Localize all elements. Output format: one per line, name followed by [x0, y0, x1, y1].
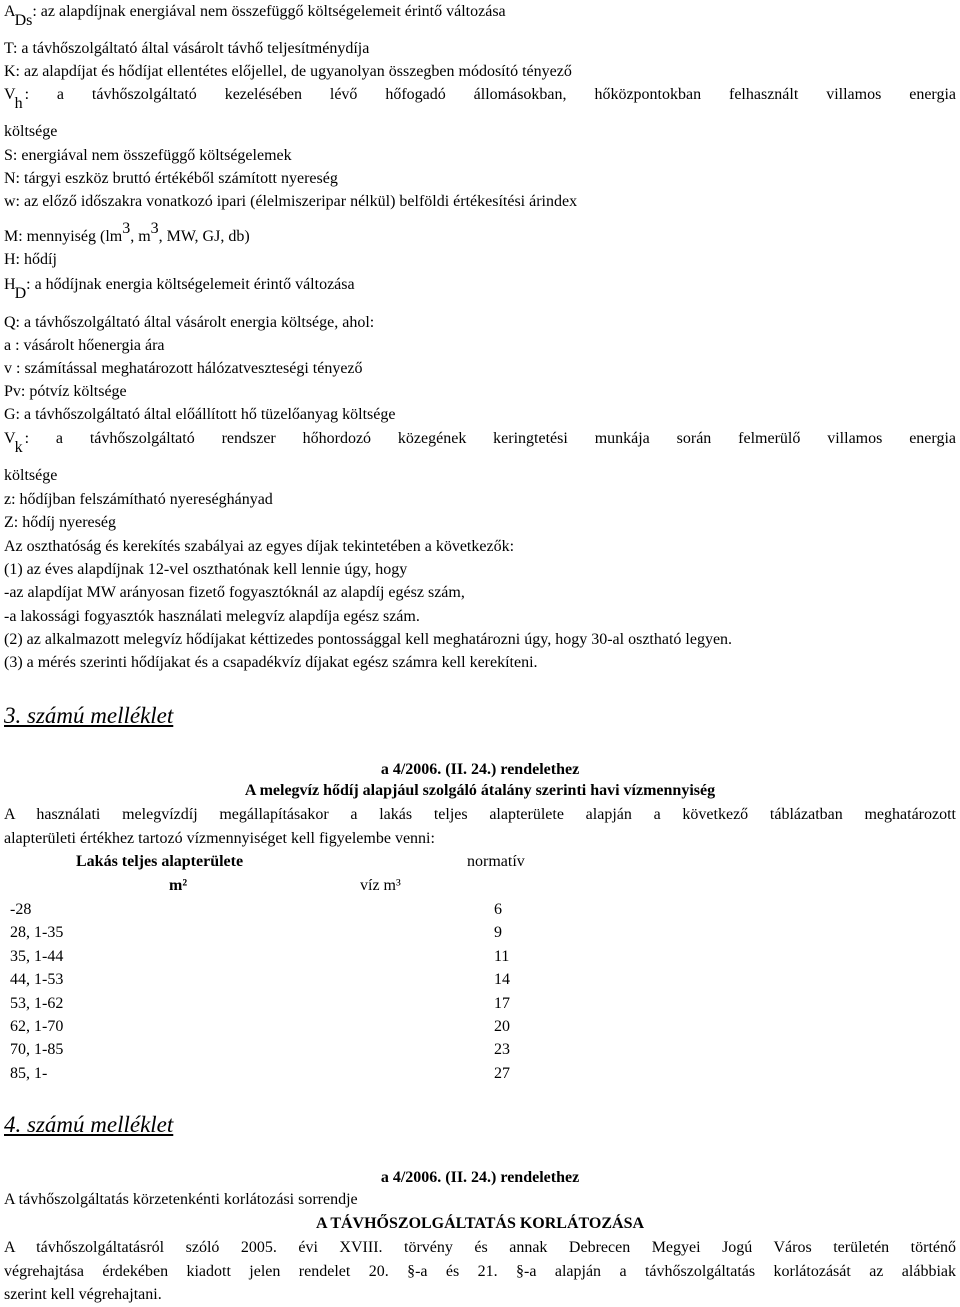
- table-unit-area: m²: [169, 877, 188, 894]
- definition-v-k: $V_k$ : a távhőszolgáltató rendszer hőhordozó közegének keringtetési munkája során felmerülő villamos energia: [4, 430, 956, 456]
- definition-h: H: hődíj: [4, 251, 57, 268]
- rule-1a: -az alapdíjat MW arányosan fizető fogyasztóknál az alapdíj egész szám,: [4, 584, 465, 601]
- table-row: [10, 1038, 534, 1061]
- table-cell-water: 17: [494, 994, 510, 1012]
- rule-1: (1) az éves alapdíjnak 12-vel oszthatónak kell lennie úgy, hogy: [4, 561, 408, 578]
- table-cell-area: 70, 1-85: [10, 1041, 64, 1059]
- table-cell-area: 35, 1-44: [10, 947, 64, 965]
- table-unit-water: víz m³: [360, 877, 401, 894]
- annex-3-subtitle: a 4/2006. (II. 24.) rendelethez: [380, 761, 580, 778]
- definition-v-k-cont: költsége: [4, 467, 58, 484]
- table-cell-area: 44, 1-53: [10, 971, 64, 989]
- definition-a: a : vásárolt hőenergia ára: [4, 337, 165, 354]
- definition-s: S: energiával nem összefüggő költségelemek: [4, 147, 292, 164]
- table-row: [10, 898, 534, 921]
- annex-4-paragraph-line3: szerint kell végrehajtani.: [4, 1286, 162, 1303]
- annex-4-paragraph-line2: végrehajtása érdekében kiadott jelen rendelet 20. §-a és 21. §-a alapján a távhőszolgáltatás korlátozását az alábbiak: [4, 1263, 956, 1280]
- rules-intro: Az oszthatóság és kerekítés szabályai az egyes díjak tekintetében a következők:: [4, 538, 515, 555]
- annex-4-title: A TÁVHŐSZOLGÁLTATÁS KORLÁTOZÁSA: [315, 1215, 645, 1232]
- annex-4-paragraph-line1: A távhőszolgáltatásról szóló 2005. évi XVIII. törvény és annak Debrecen Megyei Jogú Város területén történő: [4, 1239, 956, 1256]
- definition-m: M: mennyiség ($lm^3$, $m^3$, MW, GJ, db): [4, 220, 250, 245]
- table-row: [10, 921, 534, 944]
- definition-pv: Pv: pótvíz költsége: [4, 383, 127, 400]
- annex-3-paragraph-line1: A használati melegvízdíj megállapításakor a lakás teljes alapterülete alapján a következő táblázatban meghatározott: [4, 806, 956, 823]
- table-cell-area: 62, 1-70: [10, 1018, 64, 1036]
- definition-g: G: a távhőszolgáltató által előállított hő tüzelőanyag költsége: [4, 406, 396, 423]
- table-row: [10, 1015, 534, 1038]
- definition-z-small: z: hődíjban felszámítható nyereséghányad: [4, 491, 273, 508]
- table-header-area: Lakás teljes alapterülete: [76, 853, 244, 870]
- definition-q: Q: a távhőszolgáltató által vásárolt energia költsége, ahol:: [4, 314, 375, 331]
- table-cell-water: 14: [494, 971, 510, 989]
- definition-a-ds: $A_{Ds}$: az alapdíjnak energiával nem összefüggő költségelemeit érintő változása: [4, 3, 506, 29]
- table-cell-water: 27: [494, 1064, 510, 1082]
- annex-4-heading: 4. számú melléklet: [4, 1112, 174, 1137]
- annex-4-line1: A távhőszolgáltatás körzetenkénti korlátozási sorrendje: [4, 1191, 358, 1208]
- table-cell-area: 85, 1-: [10, 1064, 48, 1082]
- rule-2: (2) az alkalmazott melegvíz hődíjakat kéttizedes pontossággal kell meghatározni úgy, hogy 30-al osztható legyen.: [4, 631, 733, 648]
- table-cell-area: 53, 1-62: [10, 994, 64, 1012]
- definition-t: T: a távhőszolgáltató által vásárolt távhő teljesítménydíja: [4, 40, 370, 57]
- definition-k: K: az alapdíjat és hődíjat ellentétes előjellel, de ugyanolyan összegben módosító tényező: [4, 63, 572, 80]
- rule-1b: -a lakossági fogyasztók használati melegvíz alapdíja egész szám.: [4, 608, 420, 625]
- table-cell-area: 28, 1-35: [10, 924, 64, 942]
- table-row: [10, 1062, 534, 1085]
- definition-v-h-cont: költsége: [4, 123, 58, 140]
- table-row: [10, 968, 534, 991]
- definition-z-capital: Z: hődíj nyereség: [4, 514, 116, 531]
- table-row: [10, 992, 534, 1015]
- annex-3-title: A melegvíz hődíj alapjául szolgáló átalány szerinti havi vízmennyiség: [244, 782, 716, 799]
- table-cell-area: -28: [10, 901, 32, 918]
- definition-h-d: $H_D$: a hődíjnak energia költségelemeit érintő változása: [4, 276, 355, 302]
- definition-n: N: tárgyi eszköz bruttó értékéből számított nyereség: [4, 170, 338, 187]
- definition-v-h: $V_h$ : a távhőszolgáltató kezelésében lévő hőfogadó állomásokban, hőközpontokban felhasznált villamos energia: [4, 86, 956, 112]
- annex-3-heading: 3. számú melléklet: [4, 703, 174, 728]
- definition-w: w: az előző időszakra vonatkozó ipari (élelmiszeripar nélkül) belföldi értékesítési árindex: [4, 193, 578, 210]
- annex-3-paragraph-line2: alapterületi értékhez tartozó vízmennyiséget kell figyelembe venni:: [4, 830, 435, 847]
- table-header-normative: normatív: [467, 853, 525, 870]
- table-cell-water: 11: [494, 947, 510, 965]
- table-cell-water: 9: [494, 924, 502, 942]
- annex-4-subtitle: a 4/2006. (II. 24.) rendelethez: [380, 1169, 580, 1186]
- normative-water-table: [10, 898, 534, 1085]
- table-row: [10, 945, 534, 968]
- table-cell-water: 23: [494, 1041, 510, 1059]
- definition-v: v : számítással meghatározott hálózatveszteségi tényező: [4, 360, 363, 377]
- table-cell-water: 6: [494, 901, 502, 918]
- table-cell-water: 20: [494, 1018, 510, 1036]
- rule-3: (3) a mérés szerinti hődíjakat és a csapadékvíz díjakat egész számra kell kerekíteni.: [4, 654, 538, 671]
